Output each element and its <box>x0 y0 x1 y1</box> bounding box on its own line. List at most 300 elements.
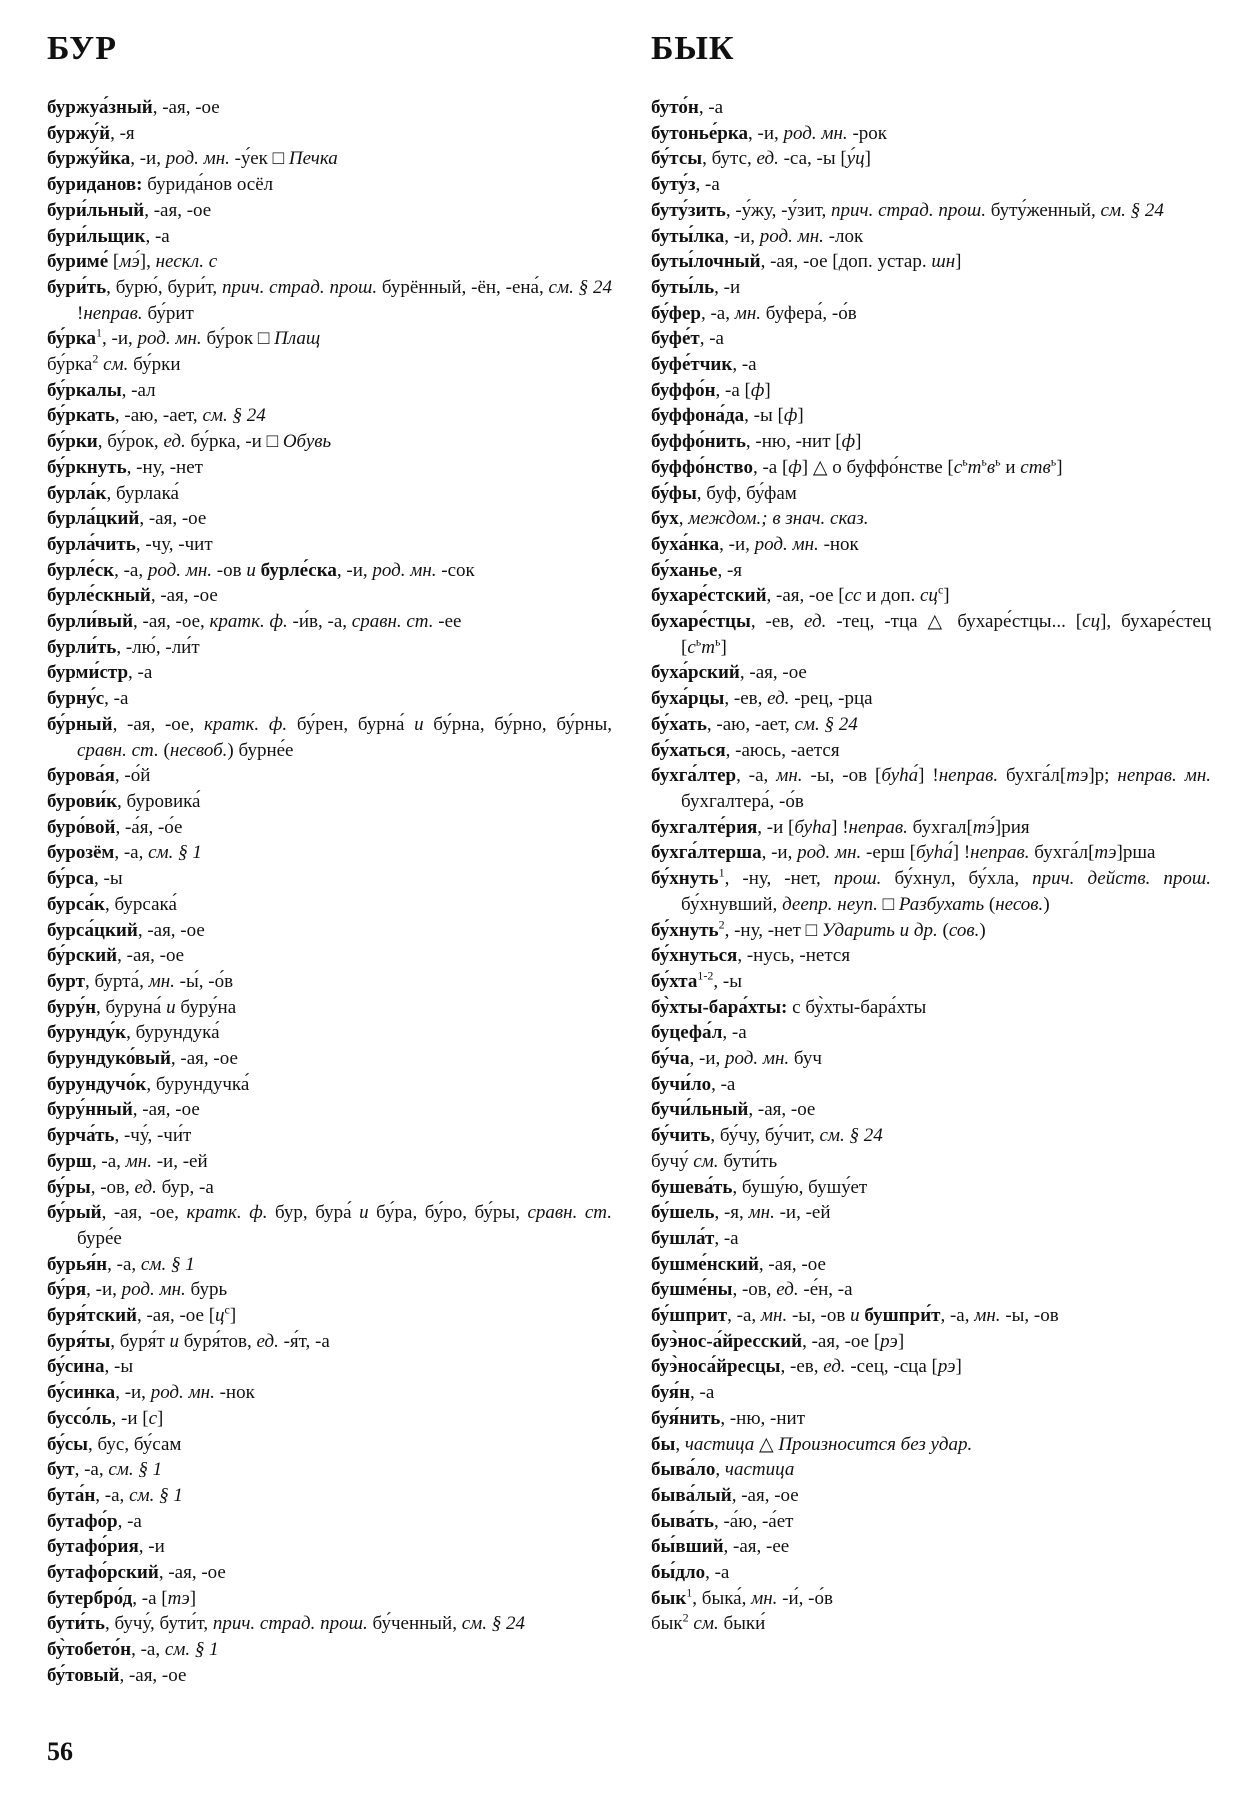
dictionary-entry <box>47 943 612 969</box>
entry-text: и <box>246 559 256 581</box>
dictionary-entry <box>651 995 1211 1021</box>
entry-text: бу́рок □ <box>201 328 275 350</box>
entry-headword: бухга́лтерша <box>651 842 762 864</box>
entry-text: с <box>687 636 696 658</box>
entry-headword: буха́нка <box>651 533 720 555</box>
entry-text: см. § 1 <box>140 1253 195 1275</box>
entry-text: буһа́ <box>916 842 953 864</box>
entry-text: междом.; в знач. сказ. <box>688 508 869 530</box>
entry-text: -сец, -сца [ <box>845 1356 938 1378</box>
entry-text: , -а, <box>114 842 149 864</box>
entry-text: см. § 24 <box>819 1125 883 1147</box>
entry-headword: бу́хать <box>651 713 707 735</box>
dictionary-entry <box>651 1200 1211 1226</box>
entry-headword: бурья́н <box>47 1253 108 1275</box>
entry-headword: бу́ркнуть <box>47 456 127 478</box>
dictionary-entry <box>651 1483 1211 1509</box>
dictionary-entry <box>47 1483 612 1509</box>
entry-headword: бут <box>47 1459 75 1481</box>
dictionary-entry <box>47 1637 612 1663</box>
entry-headword: бу́шель <box>651 1202 715 1224</box>
dictionary-entry <box>47 481 612 507</box>
entry-text: -ов <box>212 559 247 581</box>
dictionary-entry <box>651 943 1211 969</box>
entry-text: , -чу, -чит <box>135 533 213 555</box>
entry-headword: бурла́к <box>47 482 107 504</box>
dictionary-entry <box>47 815 612 841</box>
entry-text: деепр. неуп. <box>782 893 878 915</box>
entry-text: -ерш [ <box>861 842 916 864</box>
dictionary-entry <box>651 352 1211 378</box>
entry-text: , -а <box>695 174 720 196</box>
entry-text: , -а́я, -о́е <box>115 816 183 838</box>
entry-text: , -и, <box>115 1382 151 1404</box>
entry-text: см. § 24 <box>794 713 858 735</box>
entry-text: , -ая, -ое <box>158 1562 226 1584</box>
dictionary-entry <box>47 1072 612 1098</box>
entry-text: и доп. <box>861 585 920 607</box>
dictionary-entry <box>651 378 1211 404</box>
dictionary-entry <box>651 969 1211 995</box>
entry-text: , -а <box>690 1382 715 1404</box>
entry-text: ] <box>189 1587 197 1609</box>
entry-text: [ <box>108 251 120 273</box>
entry-headword: бу́синка <box>47 1382 116 1404</box>
entry-headword: бурова́я <box>47 765 115 787</box>
dictionary-entry <box>47 1354 612 1380</box>
dictionary-entry <box>47 660 612 686</box>
entry-text: буру́на <box>175 996 237 1018</box>
entry-headword: бушла́т <box>651 1227 715 1249</box>
entry-text: буря́тов, <box>179 1330 257 1352</box>
entry-headword: буро́вой <box>47 816 116 838</box>
entry-headword: буря́ты <box>47 1330 111 1352</box>
page-number: 56 <box>47 1737 73 1766</box>
dictionary-entry <box>47 455 612 481</box>
entry-headword: бу́рса <box>47 868 95 890</box>
entry-text: бу́рит <box>142 302 194 324</box>
entry-text: см. <box>693 1150 719 1172</box>
dictionary-entry <box>47 1406 612 1432</box>
entry-text: мэ́ <box>119 251 140 273</box>
entry-text: ] <box>157 1407 164 1429</box>
entry-text: , -ев, <box>780 1356 824 1378</box>
entry-headword: буты́лочный <box>651 251 761 273</box>
entry-text: , -ая, -ое, <box>101 1202 187 1224</box>
entry-headword: бурса́к <box>47 893 105 915</box>
entry-text: ед. <box>756 148 779 170</box>
entry-text: -нок <box>818 533 859 555</box>
entry-text: и <box>850 1305 860 1327</box>
entry-text: род. мн. <box>121 1279 186 1301</box>
dictionary-entry <box>651 506 1211 532</box>
entry-text: ] <box>855 431 862 453</box>
dictionary-entry <box>651 224 1211 250</box>
entry-text: ) бурне́е <box>227 739 294 761</box>
entry-text: , -у́жу, -у́зит, <box>725 199 832 221</box>
entry-text: ] <box>955 1356 962 1378</box>
dictionary-entry <box>651 1354 1211 1380</box>
entry-text: , -и, <box>748 122 784 144</box>
entry-text: неправ. <box>970 842 1030 864</box>
entry-text: рэ <box>880 1330 898 1352</box>
entry-text: и <box>1000 456 1021 478</box>
entry-superscript: 1-2 <box>697 968 714 983</box>
dictionary-entry <box>651 712 1211 738</box>
dictionary-entry <box>47 1200 612 1251</box>
entry-headword: бучи́льный <box>651 1099 749 1121</box>
entry-text: □ <box>877 893 899 915</box>
entry-headword: бу́хнуть <box>651 919 719 941</box>
entry-text: , <box>678 508 689 530</box>
entry-text: ]р; <box>1088 765 1118 787</box>
dictionary-entry <box>47 146 612 172</box>
dictionary-entry <box>651 301 1211 327</box>
entry-text: бу́ченный, <box>367 1613 462 1635</box>
entry-headword: бурт <box>47 970 85 992</box>
entry-text: , -а, <box>940 1305 975 1327</box>
dictionary-entry <box>47 532 612 558</box>
entry-superscript: ь <box>995 454 1001 469</box>
entry-text: ) <box>979 919 986 941</box>
entry-text: , -а, <box>107 1253 141 1275</box>
entry-text: см. § 1 <box>164 1639 219 1661</box>
running-header-right: БЫК <box>651 30 735 67</box>
entry-text: у́ц <box>846 148 865 170</box>
entry-text: , -а, <box>700 302 735 324</box>
dictionary-entry <box>651 1457 1211 1483</box>
entry-text: ] <box>797 405 804 427</box>
entry-headword: бу́ркалы <box>47 379 122 401</box>
dictionary-entry <box>47 506 612 532</box>
dictionary-entry <box>651 558 1211 584</box>
entry-text: -и́, -о́в <box>777 1587 833 1609</box>
entry-text: род. мн. <box>783 122 848 144</box>
dictionary-entry <box>651 815 1211 841</box>
entry-text: род. мн. <box>150 1382 215 1404</box>
entry-text: ], бухаре́стец [ <box>681 611 1212 658</box>
entry-text: бурь <box>185 1279 228 1301</box>
entry-text: , бу́рок, <box>97 431 164 453</box>
entry-text: , -а <box>711 1073 736 1095</box>
entry-headword: бучи́ло <box>651 1073 712 1095</box>
entry-text: Плащ <box>274 328 321 350</box>
entry-text: бучу́ <box>651 1150 694 1172</box>
entry-text: см. <box>103 354 129 376</box>
entry-text: род. мн. <box>797 842 862 864</box>
entry-text: ] <box>943 585 950 607</box>
entry-headword: бу̀тобето́н <box>47 1639 132 1661</box>
entry-text: нескл. с <box>155 251 218 273</box>
dictionary-entry <box>651 1406 1211 1432</box>
entry-superscript: ь <box>695 634 702 649</box>
entry-text: мн. <box>776 765 803 787</box>
entry-headword: буэ̀нос-а́йресский <box>651 1330 803 1352</box>
entry-text: , -я, <box>714 1202 749 1224</box>
entry-text: бу́рка, -и □ <box>185 431 283 453</box>
entry-superscript: с <box>937 583 944 598</box>
dictionary-entry <box>47 224 612 250</box>
entry-text: , -ая, -ое <box>739 662 807 684</box>
entry-text: кратк. ф. <box>186 1202 268 1224</box>
entry-headword: бу́ря <box>47 1279 87 1301</box>
dictionary-entry <box>651 1020 1211 1046</box>
entry-headword: буру́н <box>47 996 97 1018</box>
entry-text: , -ая, -ое, <box>112 713 204 735</box>
dictionary-entry <box>651 1046 1211 1072</box>
dictionary-entry <box>47 635 612 661</box>
dictionary-entry <box>651 609 1211 660</box>
entry-text: , -ню, -нит [ <box>745 431 842 453</box>
entry-text: шн <box>931 251 956 273</box>
entry-text: бык <box>651 1613 683 1635</box>
entry-text: бухгал[ <box>907 816 973 838</box>
entry-text: ед. <box>823 1356 846 1378</box>
entry-headword: бухаре́стцы <box>651 611 751 633</box>
entry-text: ф <box>841 431 856 453</box>
entry-text: , -ая, -ое [доп. устар. <box>760 251 932 273</box>
entry-text: род. мн. <box>754 533 819 555</box>
dictionary-entry <box>47 1046 612 1072</box>
entry-text: ц <box>215 1305 225 1327</box>
entry-text: -лок <box>823 225 864 247</box>
entry-text: и <box>166 996 176 1018</box>
dictionary-entry <box>47 429 612 455</box>
entry-headword: быва́лый <box>651 1484 732 1506</box>
dictionary-entry <box>47 1663 612 1689</box>
entry-headword: бурла́цкий <box>47 508 140 530</box>
entry-text: ( <box>984 893 996 915</box>
entry-headword: бы́вший <box>651 1536 724 1558</box>
entry-text: прич. страд. прош. <box>222 276 378 298</box>
entry-headword: буха́рцы <box>651 688 725 710</box>
entry-text: , быка́, <box>692 1587 752 1609</box>
dictionary-entry <box>47 1149 612 1175</box>
entry-text: сс <box>844 585 862 607</box>
dictionary-entry <box>651 481 1211 507</box>
entry-text: и <box>169 1330 180 1352</box>
entry-headword: бушпри́т <box>864 1305 941 1327</box>
entry-text: неправ. <box>938 765 999 787</box>
dictionary-entry <box>651 1586 1211 1612</box>
entry-text: ед. <box>804 611 827 633</box>
entry-text: , -ая, -ое [ <box>766 585 845 607</box>
entry-headword: бурну́с <box>47 688 105 710</box>
entry-headword: бу́чить <box>651 1125 711 1147</box>
dictionary-entry <box>47 1329 612 1355</box>
entry-text: , -чу́, -чи́т <box>114 1125 192 1147</box>
entry-text: мн. <box>148 970 175 992</box>
entry-text: ед. <box>776 1279 799 1301</box>
dictionary-entry <box>651 738 1211 764</box>
entry-text: , -и, <box>719 533 755 555</box>
entry-headword: бу́хаться <box>651 739 726 761</box>
dictionary-entry <box>651 275 1211 301</box>
entry-text: -нок <box>214 1382 255 1404</box>
entry-text: , -а, <box>114 559 148 581</box>
entry-text: , -ая, -ое [ <box>802 1330 881 1352</box>
dictionary-entry <box>651 918 1211 944</box>
entry-text: ед. <box>767 688 790 710</box>
dictionary-entry <box>47 1509 612 1535</box>
dictionary-entry <box>651 429 1211 455</box>
entry-text: , -а <box>145 225 170 247</box>
entry-text: , -а <box>722 1022 747 1044</box>
entry-text: , бурундука́ <box>126 1022 220 1044</box>
entry-text: , бучу́, бути́т, <box>104 1613 213 1635</box>
entry-headword: бутафо́рский <box>47 1562 159 1584</box>
entry-text: см. § 1 <box>108 1459 163 1481</box>
entry-text: , бус, бу́сам <box>87 1433 182 1455</box>
dictionary-entry <box>47 1534 612 1560</box>
entry-text: несов. <box>995 893 1044 915</box>
dictionary-entry <box>47 249 612 275</box>
entry-headword: бу́хта <box>651 970 698 992</box>
entry-text: , буруна́ <box>96 996 167 1018</box>
entry-superscript: 2 <box>682 1611 689 1626</box>
dictionary-entry <box>651 95 1211 121</box>
entry-headword: бурундуко́вый <box>47 1048 171 1070</box>
entry-headword: бурле́ск <box>47 559 115 581</box>
dictionary-entry <box>47 275 612 326</box>
entry-text: бур, бура́ <box>267 1202 360 1224</box>
entry-text: -и, -ей <box>774 1202 831 1224</box>
entry-text: , -нусь, -нется <box>737 945 851 967</box>
entry-text: тэ <box>1066 765 1089 787</box>
entry-text: , -ов, <box>90 1176 135 1198</box>
dictionary-entry <box>47 789 612 815</box>
entry-text: сравн. ст. <box>527 1202 612 1224</box>
dictionary-entry <box>47 352 612 378</box>
entry-headword: бушме́нский <box>651 1253 759 1275</box>
entry-text: бухгалтера́, -о́в <box>681 790 804 812</box>
entry-text: , -а́ю, -а́ет <box>713 1510 794 1532</box>
dictionary-entry <box>47 1277 612 1303</box>
dictionary-entry <box>651 1149 1211 1175</box>
entry-text: мн. <box>748 1202 775 1224</box>
entry-headword: буха́рский <box>651 662 740 684</box>
entry-headword: буты́лка <box>651 225 725 247</box>
entry-text: , -и, <box>336 559 373 581</box>
entry-superscript: ь <box>962 454 968 469</box>
entry-text: , -я <box>110 122 135 144</box>
entry-text: ! <box>77 302 84 324</box>
dictionary-entry <box>651 1432 1211 1458</box>
entry-text: бухга́л[ <box>998 765 1067 787</box>
entry-text: , буря́т <box>110 1330 170 1352</box>
dictionary-entry <box>47 840 612 866</box>
entry-text: , -а, <box>131 1639 165 1661</box>
entry-text: прич. действ. прош. <box>1032 868 1211 890</box>
dictionary-entry <box>47 1432 612 1458</box>
entry-text: , -и, <box>130 148 166 170</box>
entry-headword: бу́рный <box>47 713 113 735</box>
entry-headword: буржу́йка <box>47 148 131 170</box>
entry-text: буч <box>789 1048 822 1070</box>
entry-headword: бурле́ска <box>260 559 337 581</box>
dictionary-entry <box>47 918 612 944</box>
entry-headword: бу́хнуть <box>651 868 719 890</box>
entry-text: ед. <box>163 431 186 453</box>
entry-text: , -ая, -ое <box>748 1099 816 1121</box>
dictionary-entry <box>47 712 612 763</box>
entry-text: , -аю, -ает, <box>114 405 203 427</box>
entry-text: , бурю́, бури́т, <box>106 276 223 298</box>
entry-text: ] <box>229 1305 237 1327</box>
entry-text: бухга́л[ <box>1029 842 1095 864</box>
entry-headword: бутонье́рка <box>651 122 749 144</box>
entry-text: , буф, бу́фам <box>696 482 797 504</box>
entry-text: , -я <box>717 559 743 581</box>
entry-text: , -ы <box>104 1356 134 1378</box>
entry-text: частица <box>684 1433 755 1455</box>
entry-text: мн. <box>760 1305 788 1327</box>
dictionary-entry <box>47 892 612 918</box>
dictionary-entry <box>47 1252 612 1278</box>
entry-text: ств <box>1020 456 1051 478</box>
entry-text: в <box>986 456 996 478</box>
entry-text: с бу̀хты-бара́хты <box>787 996 927 1018</box>
dictionary-entry <box>651 1277 1211 1303</box>
entry-text: тэ <box>167 1587 190 1609</box>
entry-text: , -ая, -ое <box>137 919 205 941</box>
entry-headword: буржуа́зный <box>47 97 153 118</box>
entry-headword: бурла́чить <box>47 533 136 555</box>
entry-headword: бури́льный <box>47 199 145 221</box>
entry-text: , -ая, -ое <box>117 945 185 967</box>
entry-text: , -ая, -ое <box>139 508 207 530</box>
entry-text: , -и <box>138 1536 165 1558</box>
entry-text: см. § 24 <box>548 276 612 298</box>
entry-text: неправ. <box>848 816 908 838</box>
entry-text: , -и, <box>102 328 138 350</box>
dictionary-entry <box>651 660 1211 686</box>
entry-text: , -а [ <box>132 1587 168 1609</box>
entry-text: , -аюсь, -ается <box>725 739 840 761</box>
entry-text: , -а, <box>95 1484 130 1506</box>
entry-text: , <box>675 1433 685 1455</box>
entry-text: род. мн. <box>137 328 202 350</box>
entry-text: Разбухать <box>898 893 985 915</box>
dictionary-entry <box>651 326 1211 352</box>
entry-text: Произносится без удар. <box>778 1433 973 1455</box>
entry-text: , буровика́ <box>117 790 201 812</box>
entry-headword: бушме́ны <box>651 1279 733 1301</box>
dictionary-entry <box>651 686 1211 712</box>
entry-text: , бутс, <box>702 148 757 170</box>
entry-headword: бурли́вый <box>47 611 134 633</box>
dictionary-entry <box>47 686 612 712</box>
dictionary-entry <box>651 532 1211 558</box>
entry-text: , -а <box>732 354 757 376</box>
left-column <box>47 95 612 1689</box>
entry-text: см. § 24 <box>461 1613 526 1635</box>
entry-headword: бу́ркать <box>47 405 115 427</box>
entry-text: род. мн. <box>759 225 824 247</box>
entry-text: -е́н, -а <box>798 1279 853 1301</box>
entry-headword: бутафо́рия <box>47 1536 139 1558</box>
dictionary-entry <box>651 1097 1211 1123</box>
dictionary-entry <box>47 403 612 429</box>
entry-text: сравн. ст. <box>77 739 159 761</box>
dictionary-entry <box>651 1534 1211 1560</box>
entry-headword: бу́рка <box>47 328 97 350</box>
entry-headword: бу́рый <box>47 1202 102 1224</box>
entry-text: сц <box>920 585 938 607</box>
entry-text: Печка <box>288 148 338 170</box>
entry-text: мн. <box>734 302 762 324</box>
entry-headword: быва́ть <box>651 1510 714 1532</box>
